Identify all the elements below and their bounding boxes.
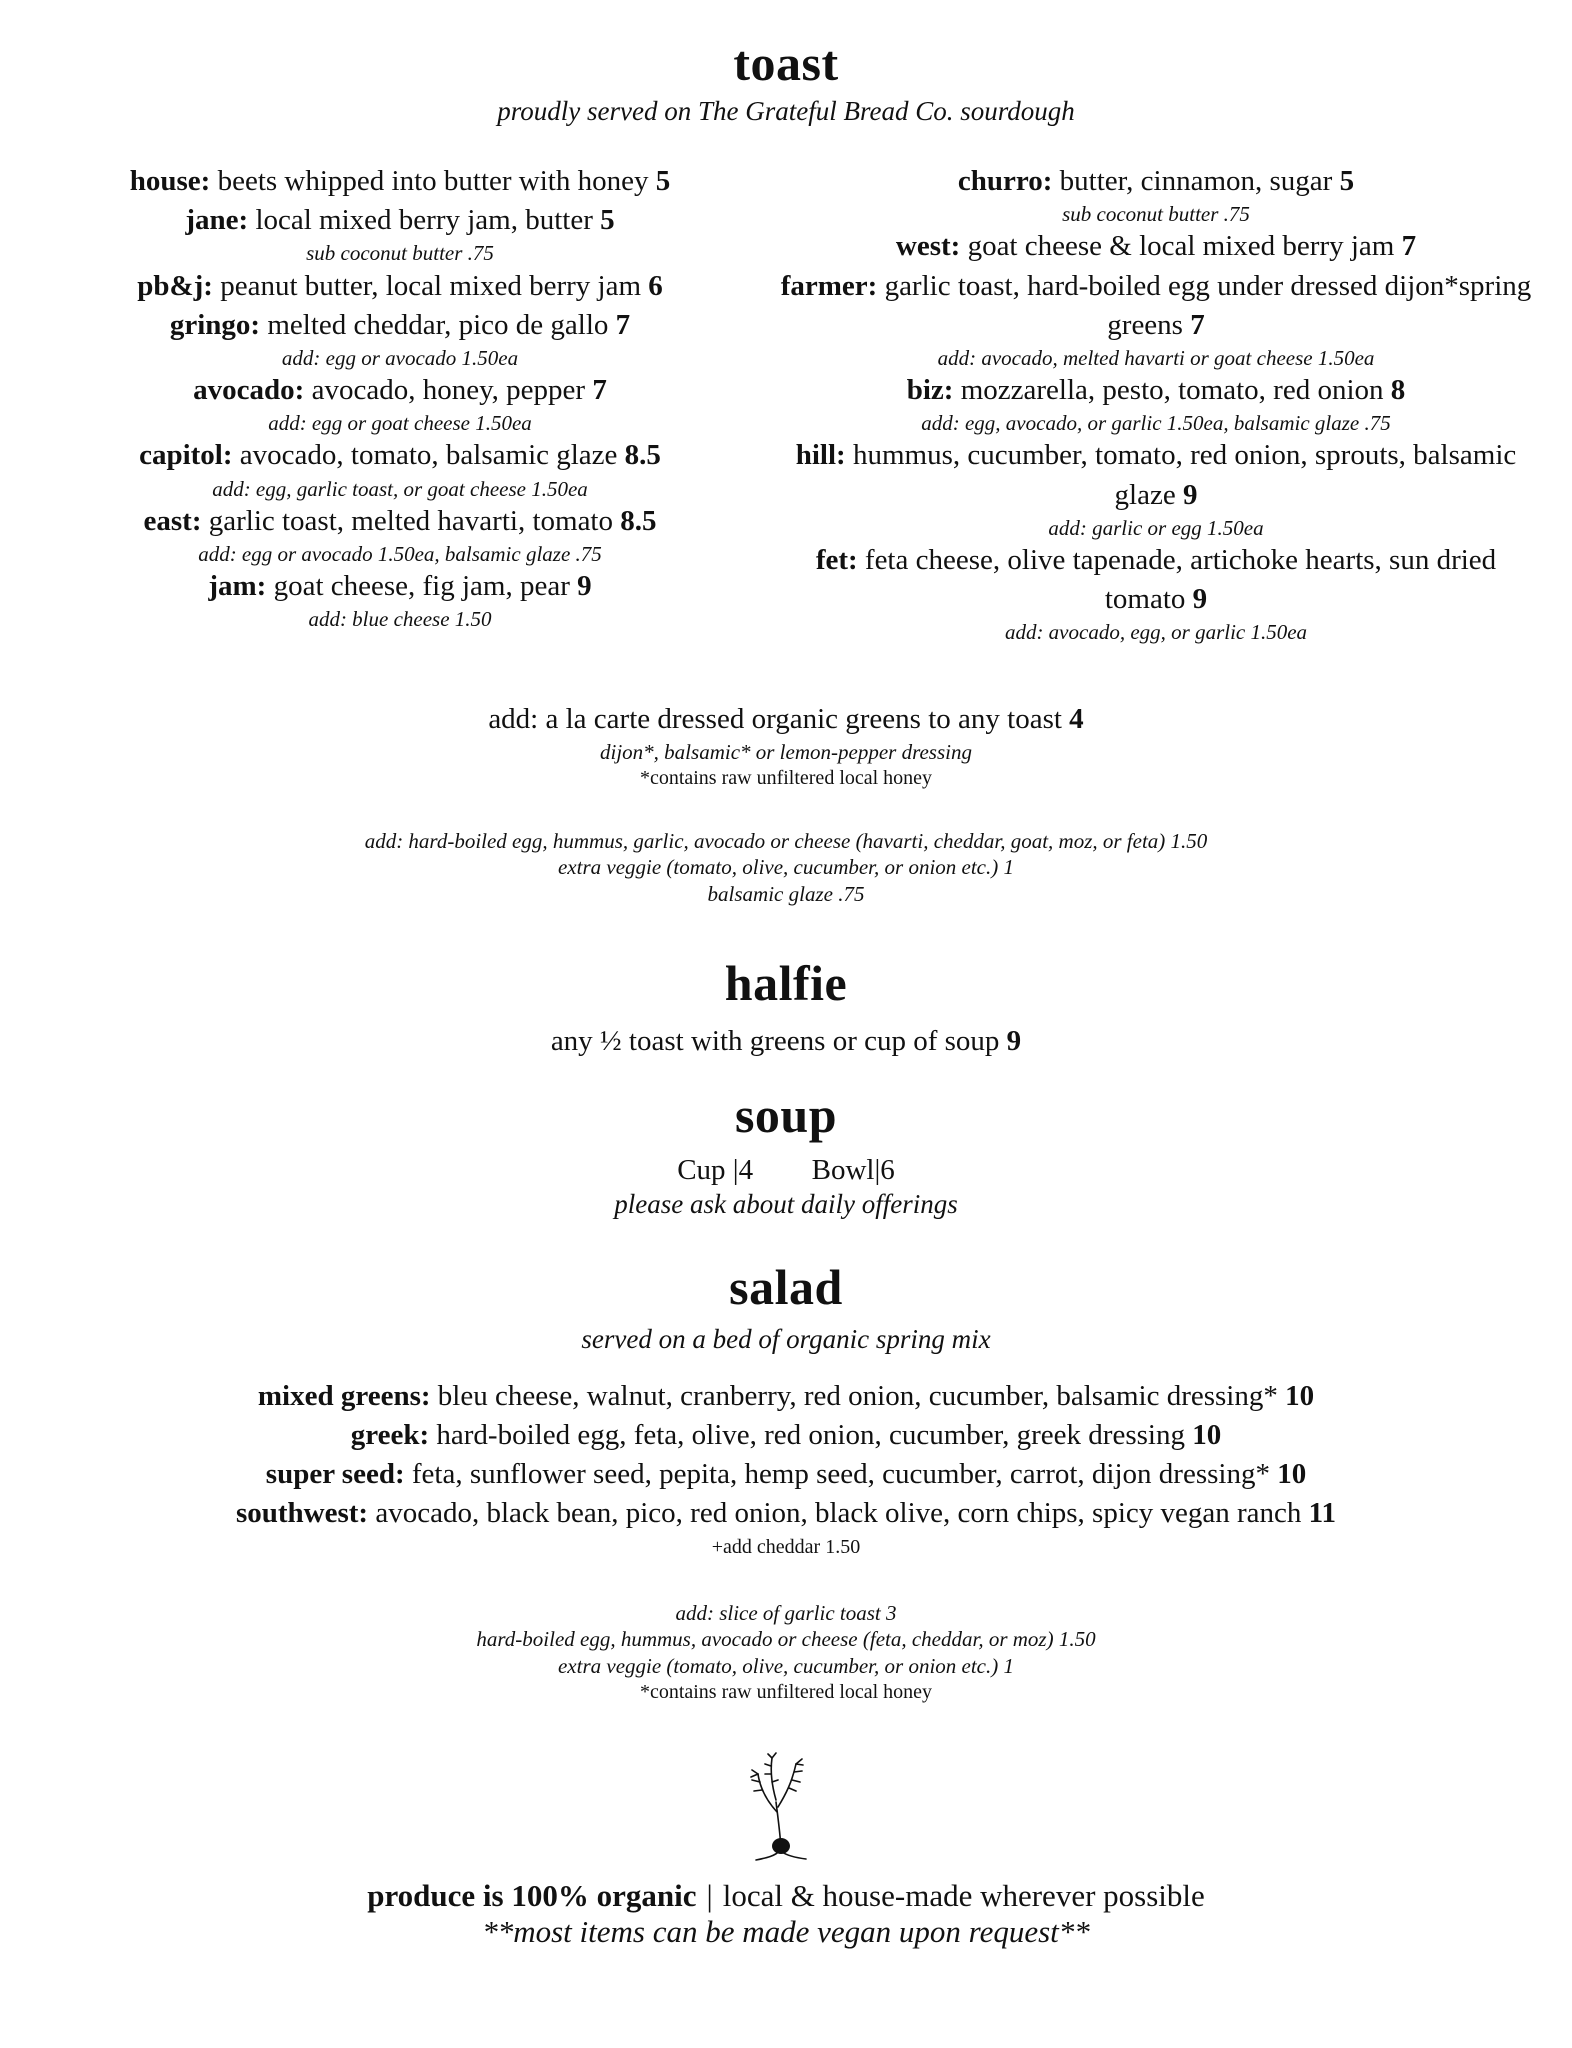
toast-item [20,267,780,306]
footer-vegan-note: **most items can be made vegan upon request** [482,1914,1090,1949]
toast-item-addon: add: avocado, egg, or garlic 1.50ea [1004,620,1308,645]
dressing-options: dijon*, balsamic* or lemon-pepper dressing [600,740,972,765]
toast-item-price: 8.5 [620,504,657,537]
salad-addon-line: extra veggie (tomato, olive, cucumber, or onion etc.) 1 [557,1653,1015,1678]
toast-item-name: west: [895,230,961,263]
soup-prices [0,1154,1572,1187]
toast-item-desc: garlic toast, melted havarti, tomato [208,504,613,537]
salad-item-desc: hard-boiled egg, feta, olive, red onion, cucumber, greek dressing [436,1419,1185,1452]
toast-item-addon: add: egg, garlic toast, or goat cheese 1.50ea [212,476,588,501]
salad-item-name: greek: [350,1419,430,1452]
toast-item-name: jam: [208,570,267,603]
toast-item-line [20,502,780,541]
toast-item-line [20,201,780,240]
toast-item-price: 9 [1192,583,1208,616]
toast-item-name: fet: [815,543,858,576]
toast-addons [0,828,1572,907]
footer-organic: produce is 100% organic [367,1878,697,1913]
halfie-line [0,1022,1572,1061]
toast-item-name: pb&j: [137,269,213,302]
salad-addons [0,1600,1572,1705]
toast-item-line [20,436,780,475]
toast-item-line [20,162,780,201]
toast-item-line [776,227,1536,266]
toast-item-name: east: [143,504,202,537]
toast-item-name: biz: [906,374,954,407]
salad-item-desc: bleu cheese, walnut, cranberry, red onion, cucumber, balsamic dressing* [437,1380,1278,1412]
salad-item-name: mixed greens: [257,1380,431,1412]
toast-item-line [776,436,1536,514]
toast-item-price: 5 [600,204,615,237]
salad-item-price: 10 [1192,1419,1222,1452]
toast-item-desc: hummus, cucumber, tomato, red onion, sprouts, balsamic glaze [852,439,1517,511]
toast-item-desc: avocado, tomato, balsamic glaze [239,439,618,472]
toast-item-addon: sub coconut butter .75 [306,241,494,266]
toast-item-desc: melted cheddar, pico de gallo [267,308,609,341]
salad-section [0,1259,1572,1560]
toast-item-price: 5 [1339,165,1355,197]
toast-item-desc: butter, cinnamon, sugar [1059,165,1333,197]
salad-item [0,1494,1572,1533]
salad-item-price: 10 [1277,1458,1307,1491]
toast-item [20,306,780,371]
greens-addon-block [0,700,1572,791]
toast-item-price: 7 [615,308,631,341]
salad-item-desc: feta, sunflower seed, pepita, hemp seed, cucumber, carrot, dijon dressing* [411,1458,1270,1491]
soup-bowl-price: Bowl|6 [811,1154,895,1186]
toast-item-addon: add: garlic or egg 1.50ea [1048,515,1264,540]
toast-item-name: churro: [957,165,1053,197]
salad-item [0,1377,1572,1416]
toast-item [20,162,780,201]
radish-icon [736,1752,826,1862]
salad-subtitle: served on a bed of organic spring mix [581,1324,991,1354]
toast-item-addon: sub coconut butter .75 [1062,202,1250,227]
toast-item-price: 9 [1182,478,1198,511]
toast-item [776,267,1536,372]
salad-addon-line: add: slice of garlic toast 3 [675,1601,897,1625]
cheddar-addon: +add cheddar 1.50 [711,1535,861,1558]
toast-item [776,227,1536,266]
toast-item-desc: avocado, honey, pepper [311,374,586,407]
salad-list [0,1377,1572,1534]
toast-item-price: 8 [1390,374,1406,407]
honey-note-salad: *contains raw unfiltered local honey [639,1680,933,1703]
footer-local: local & house-made wherever possible [722,1878,1205,1913]
toast-item [20,436,780,501]
toast-header [0,35,1572,127]
salad-item [0,1455,1572,1494]
soup-title: soup [734,1087,838,1143]
salad-item-price: 11 [1308,1497,1337,1530]
toast-item-price: 8.5 [624,439,661,472]
salad-item-name: super seed: [265,1458,405,1491]
toast-item-line [776,162,1536,201]
toast-item [776,436,1536,541]
toast-item-price: 9 [577,570,592,603]
toast-title: toast [733,35,839,91]
toast-item-desc: local mixed berry jam, butter [255,204,593,237]
toast-addon-line: extra veggie (tomato, olive, cucumber, or onion etc.) 1 [557,855,1015,880]
toast-item-price: 7 [1190,308,1205,341]
toast-item-name: capitol: [139,439,233,472]
toast-item [776,371,1536,436]
halfie-section [0,955,1572,1061]
footer-separator: | [706,1878,713,1913]
toast-item-addon: add: blue cheese 1.50 [308,607,492,632]
salad-item-price: 10 [1285,1380,1315,1412]
toast-subtitle: proudly served on The Grateful Bread Co. sourdough [497,96,1075,126]
toast-item-addon: add: egg or avocado 1.50ea, balsamic glaze .75 [198,541,602,566]
toast-item-price: 5 [655,165,671,197]
toast-item-price: 6 [648,269,663,302]
toast-item-desc: goat cheese & local mixed berry jam [967,230,1395,263]
toast-item-line [20,306,780,345]
toast-item-desc: peanut butter, local mixed berry jam [220,269,642,302]
greens-addon-price: 4 [1069,703,1084,735]
toast-item [776,541,1536,646]
toast-addon-line: balsamic glaze .75 [707,881,865,906]
toast-item-line [776,267,1536,345]
footer-line [0,1878,1572,1914]
toast-item-desc: feta cheese, olive tapenade, artichoke hearts, sun dried tomato [864,543,1497,616]
toast-item-desc: beets whipped into butter with honey [217,165,649,197]
salad-item-desc: avocado, black bean, pico, red onion, black olive, corn chips, spicy vegan ranch [375,1497,1302,1530]
salad-title: salad [729,1259,843,1315]
footer [0,1878,1572,1950]
salad-item [0,1416,1572,1455]
toast-item-name: hill: [795,439,846,472]
salad-addon-line: hard-boiled egg, hummus, avocado or cheese (feta, cheddar, or moz) 1.50 [476,1627,1096,1652]
toast-right-column [776,162,1536,646]
toast-item-line [20,567,780,606]
soup-note: please ask about daily offerings [614,1189,958,1219]
toast-item-addon: add: egg or avocado 1.50ea [281,345,519,370]
halfie-price: 9 [1006,1025,1022,1057]
toast-item-price: 7 [592,374,607,407]
toast-item-name: jane: [185,204,249,237]
salad-item-name: southwest: [235,1497,369,1530]
toast-left-column [20,162,780,633]
toast-item-name: farmer: [780,269,878,302]
toast-item-name: house: [129,165,211,197]
toast-item-line [776,541,1536,619]
honey-note-toast: *contains raw unfiltered local honey [639,767,933,790]
toast-item-desc: goat cheese, fig jam, pear [273,570,570,603]
toast-item-line [776,371,1536,410]
toast-item-desc: garlic toast, hard-boiled egg under dressed dijon*spring greens [884,269,1532,341]
toast-addon-line: add: hard-boiled egg, hummus, garlic, avocado or cheese (havarti, cheddar, goat, moz, or feta) 1.50 [364,829,1208,853]
toast-item [20,502,780,567]
halfie-title: halfie [724,955,848,1011]
toast-item-name: gringo: [169,308,261,341]
toast-item-addon: add: egg or goat cheese 1.50ea [268,411,532,436]
toast-item-line [20,267,780,306]
greens-addon-text: add: a la carte dressed organic greens to any toast [488,703,1062,735]
toast-item-price: 7 [1401,230,1417,263]
greens-addon-line [0,700,1572,739]
toast-item [20,567,780,632]
toast-item [20,201,780,266]
toast-item [20,371,780,436]
toast-item-name: avocado: [193,374,305,407]
halfie-desc: any ½ toast with greens or cup of soup [550,1025,1000,1057]
toast-item-line [20,371,780,410]
soup-cup-price: Cup |4 [677,1154,754,1186]
toast-item-addon: add: egg, avocado, or garlic 1.50ea, balsamic glaze .75 [921,411,1391,436]
toast-item-addon: add: avocado, melted havarti or goat cheese 1.50ea [937,345,1375,370]
soup-section [0,1087,1572,1220]
toast-item [776,162,1536,227]
toast-item-desc: mozzarella, pesto, tomato, red onion [960,374,1384,407]
